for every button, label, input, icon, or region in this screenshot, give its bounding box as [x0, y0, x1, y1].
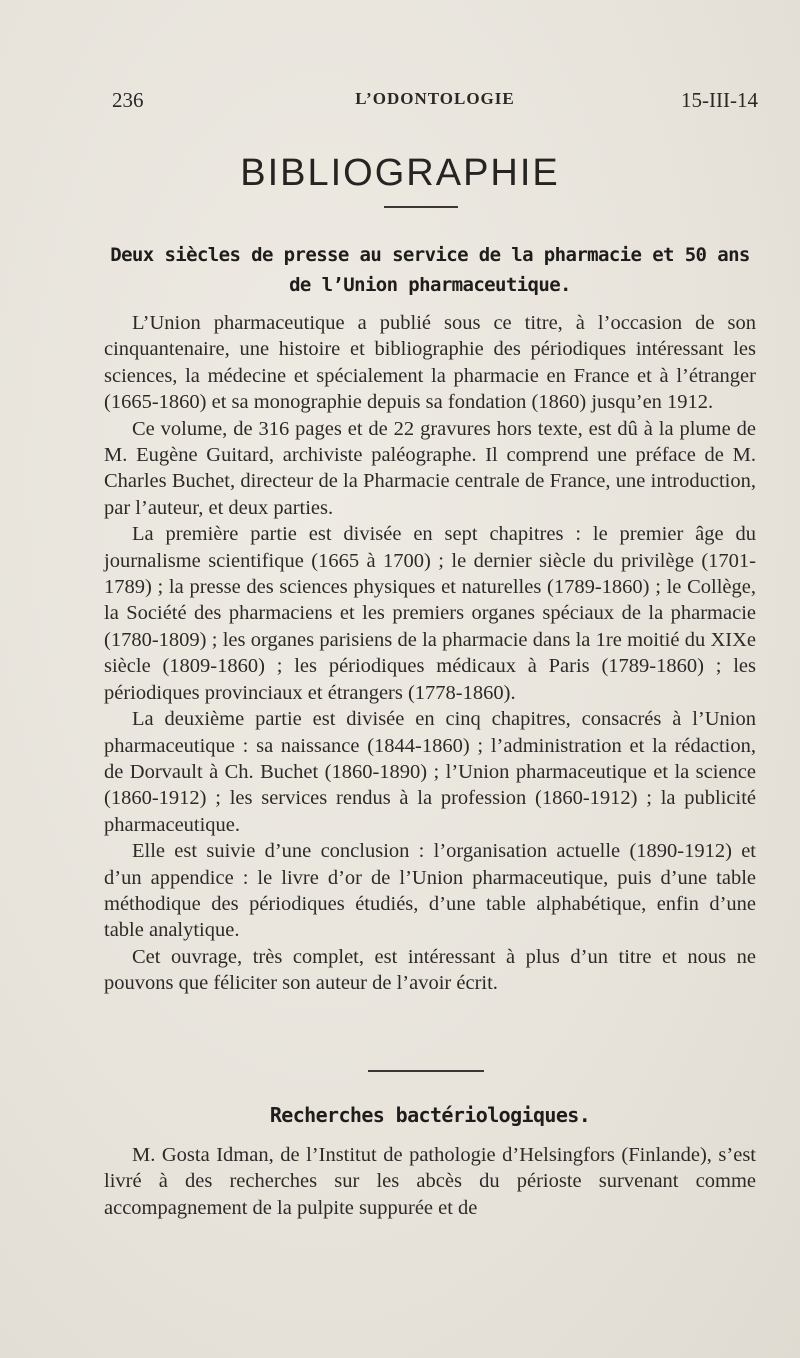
paragraph: Cet ouvrage, très complet, est intéressant à plus d’un titre et nous ne pouvons que féliciter son auteur de l’avoir écrit. — [104, 945, 756, 995]
paragraph: L’Union pharmaceutique a publié sous ce titre, à l’occasion de son cinquantenaire, une histoire et bibliographie des périodiques intéressant les sciences, la médecine et spécialement la pharmacie en France et à l’étranger (1665-1860) et sa monographie depuis sa fondation (1860) jusqu’en 1912. — [104, 312, 756, 414]
paragraph: M. Gosta Idman, de l’Institut de pathologie d’Helsingfors (Finlande), s’est livré à des recherches sur les abcès du périoste survenant comme accompagnement de la pulpite suppurée et de — [104, 1144, 756, 1219]
running-header — [112, 88, 758, 118]
page-number: 236 — [112, 88, 144, 112]
title-divider — [384, 206, 458, 208]
paragraph: La deuxième partie est divisée en cinq chapitres, consacrés à l’Union pharmaceutique : sa naissance (1844-1860) ; l’administration et la rédaction, de Dorvault à Ch. Buchet (1860-1890) ; l’Union pharmaceutique et la science (1860-1912) ; les services rendus à la profession (1860-1912) ; la publicité pharmaceutique. — [104, 708, 756, 836]
paragraph: La première partie est divisée en sept chapitres : le premier âge du journalisme scientifique (1665 à 1700) ; le dernier siècle du privilège (1701-1789) ; la presse des sciences physiques et naturelles (1789-1860) ; le Collège, la Société des pharmaciens et les premiers organes spéciaux de la pharmacie (1780-1809) ; les organes parisiens de la pharmacie dans la 1re moitié du XIXe siècle (1809-1860) ; les périodiques médicaux à Paris (1789-1860) ; les périodiques provinciaux et étrangers (1778-1860). — [104, 523, 756, 704]
paragraph: Elle est suivie d’une conclusion : l’organisation actuelle (1890-1912) et d’un appendice : le livre d’or de l’Union pharmaceutique, puis d’une table méthodique des périodiques étudiés, d’une table alphabétique, enfin d’une table analytique. — [104, 840, 756, 942]
paragraph: Ce volume, de 316 pages et de 22 gravures hors texte, est dû à la plume de M. Eugène Guitard, archiviste paléographe. Il comprend une préface de M. Charles Buchet, directeur de la Pharmacie centrale de France, une introduction, par l’auteur, et deux parties. — [104, 417, 756, 519]
article-title-recherches: Recherches bactériologiques. — [269, 1103, 591, 1127]
article-body-recherches — [104, 1142, 756, 1221]
article-title-pharmacie: Deux siècles de presse au service de la pharmacie et 50 ans de l’Union pharmaceutique. — [110, 244, 750, 296]
article-body-pharmacie — [104, 310, 756, 997]
section-title: BIBLIOGRAPHIE — [240, 152, 560, 194]
issue-date: 15-III-14 — [681, 88, 758, 112]
journal-title: L’ODONTOLOGIE — [355, 89, 515, 108]
article-divider — [368, 1070, 484, 1072]
